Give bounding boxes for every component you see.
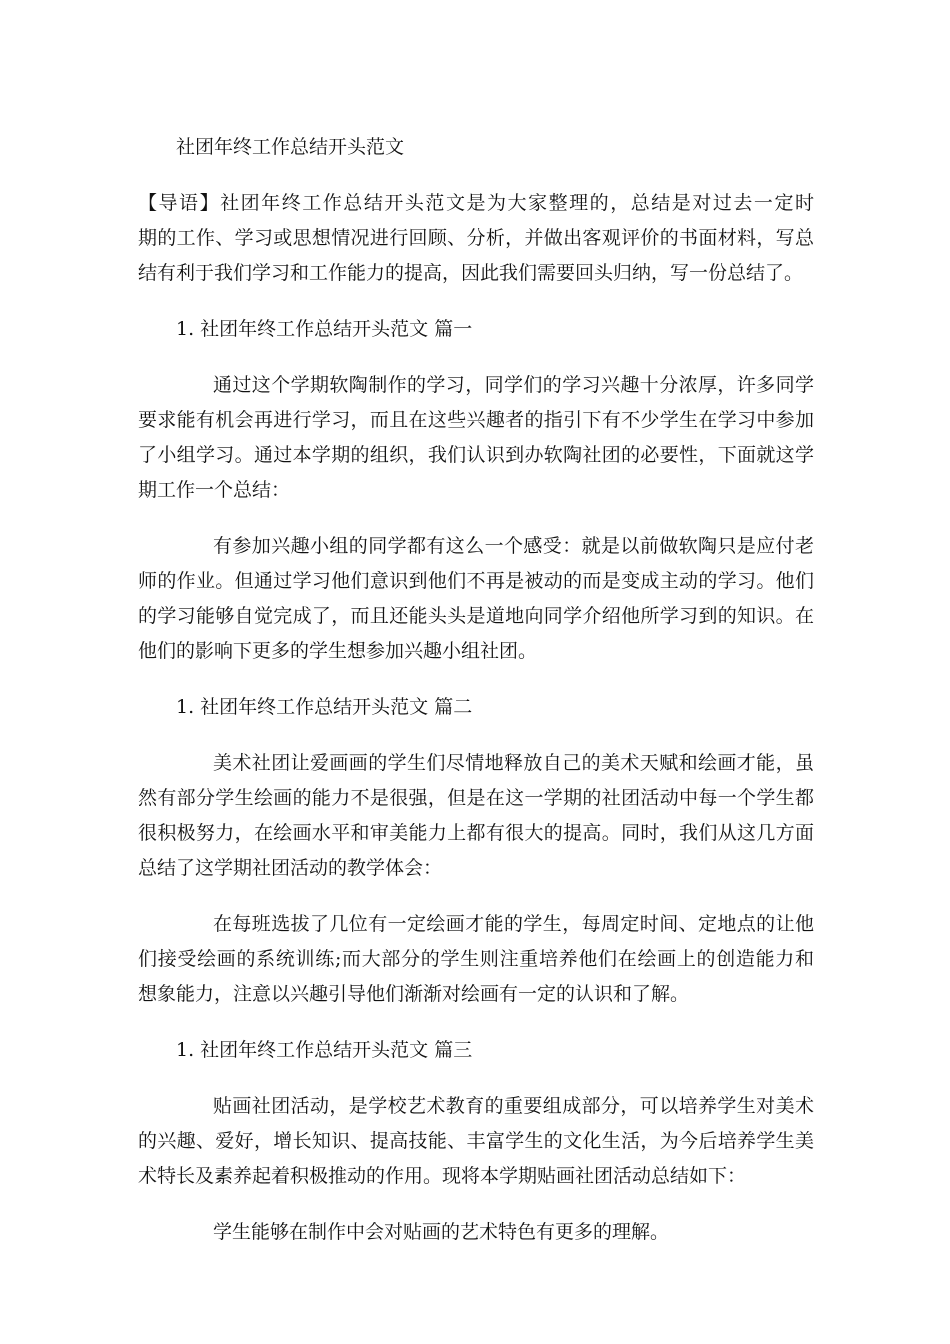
paragraph-line: 很积极努力，在绘画水平和审美能力上都有很大的提高。同时，我们从这几方面 — [138, 822, 814, 844]
paragraph-line: 在每班选拔了几位有一定绘画才能的学生，每周定时间、定地点的让他 — [213, 913, 814, 935]
intro-line: 期的工作、学习或思想情况进行回顾、分析，并做出客观评价的书面材料，写总 — [138, 227, 814, 249]
paragraph-line: 他们的影响下更多的学生想参加兴趣小组社团。 — [138, 640, 538, 662]
paragraph-line: 通过这个学期软陶制作的学习，同学们的学习兴趣十分浓厚，许多同学 — [213, 374, 814, 396]
paragraph-line: 术特长及素养起着积极推动的作用。现将本学期贴画社团活动总结如下： — [138, 1165, 747, 1187]
paragraph-line: 的兴趣、爱好，增长知识、提高技能、丰富学生的文化生活，为今后培养学生美 — [138, 1130, 814, 1152]
intro-line: 结有利于我们学习和工作能力的提高，因此我们需要回头归纳，写一份总结了。 — [138, 262, 804, 284]
paragraph-line: 了小组学习。通过本学期的组织，我们认识到办软陶社团的必要性，下面就这学 — [138, 444, 814, 466]
paragraph-line: 的学习能够自觉完成了，而且还能头头是道地向同学介绍他所学习到的知识。在 — [138, 605, 814, 627]
paragraph-line: 贴画社团活动，是学校艺术教育的重要组成部分，可以培养学生对美术 — [213, 1095, 814, 1117]
paragraph-line: 师的作业。但通过学习他们意识到他们不再是被动的而是变成主动的学习。他们 — [138, 570, 814, 592]
paragraph-line: 期工作一个总结： — [138, 479, 291, 501]
paragraph-line: 有参加兴趣小组的同学都有这么一个感受：就是以前做软陶只是应付老 — [213, 535, 814, 557]
section-heading: 1. 社团年终工作总结开头范文 篇二 — [176, 696, 473, 718]
paragraph-line: 们接受绘画的系统训练;而大部分的学生则注重培养他们在绘画上的创造能力和 — [138, 948, 814, 970]
paragraph-line: 然有部分学生绘画的能力不是很强，但是在这一学期的社团活动中每一个学生都 — [138, 787, 814, 809]
section-heading: 1. 社团年终工作总结开头范文 篇一 — [176, 318, 473, 340]
paragraph-line: 要求能有机会再进行学习，而且在这些兴趣者的指引下有不少学生在学习中参加 — [138, 409, 814, 431]
intro-line: 【导语】社团年终工作总结开头范文是为大家整理的，总结是对过去一定时 — [138, 192, 814, 214]
section-heading: 1. 社团年终工作总结开头范文 篇三 — [176, 1039, 473, 1061]
paragraph-line: 学生能够在制作中会对贴画的艺术特色有更多的理解。 — [213, 1221, 670, 1243]
paragraph-line: 想象能力，注意以兴趣引导他们渐渐对绘画有一定的认识和了解。 — [138, 983, 690, 1005]
paragraph-line: 总结了这学期社团活动的教学体会： — [138, 857, 443, 879]
paragraph-line: 美术社团让爱画画的学生们尽情地释放自己的美术天赋和绘画才能，虽 — [213, 752, 814, 774]
document-title: 社团年终工作总结开头范文 — [176, 136, 405, 158]
